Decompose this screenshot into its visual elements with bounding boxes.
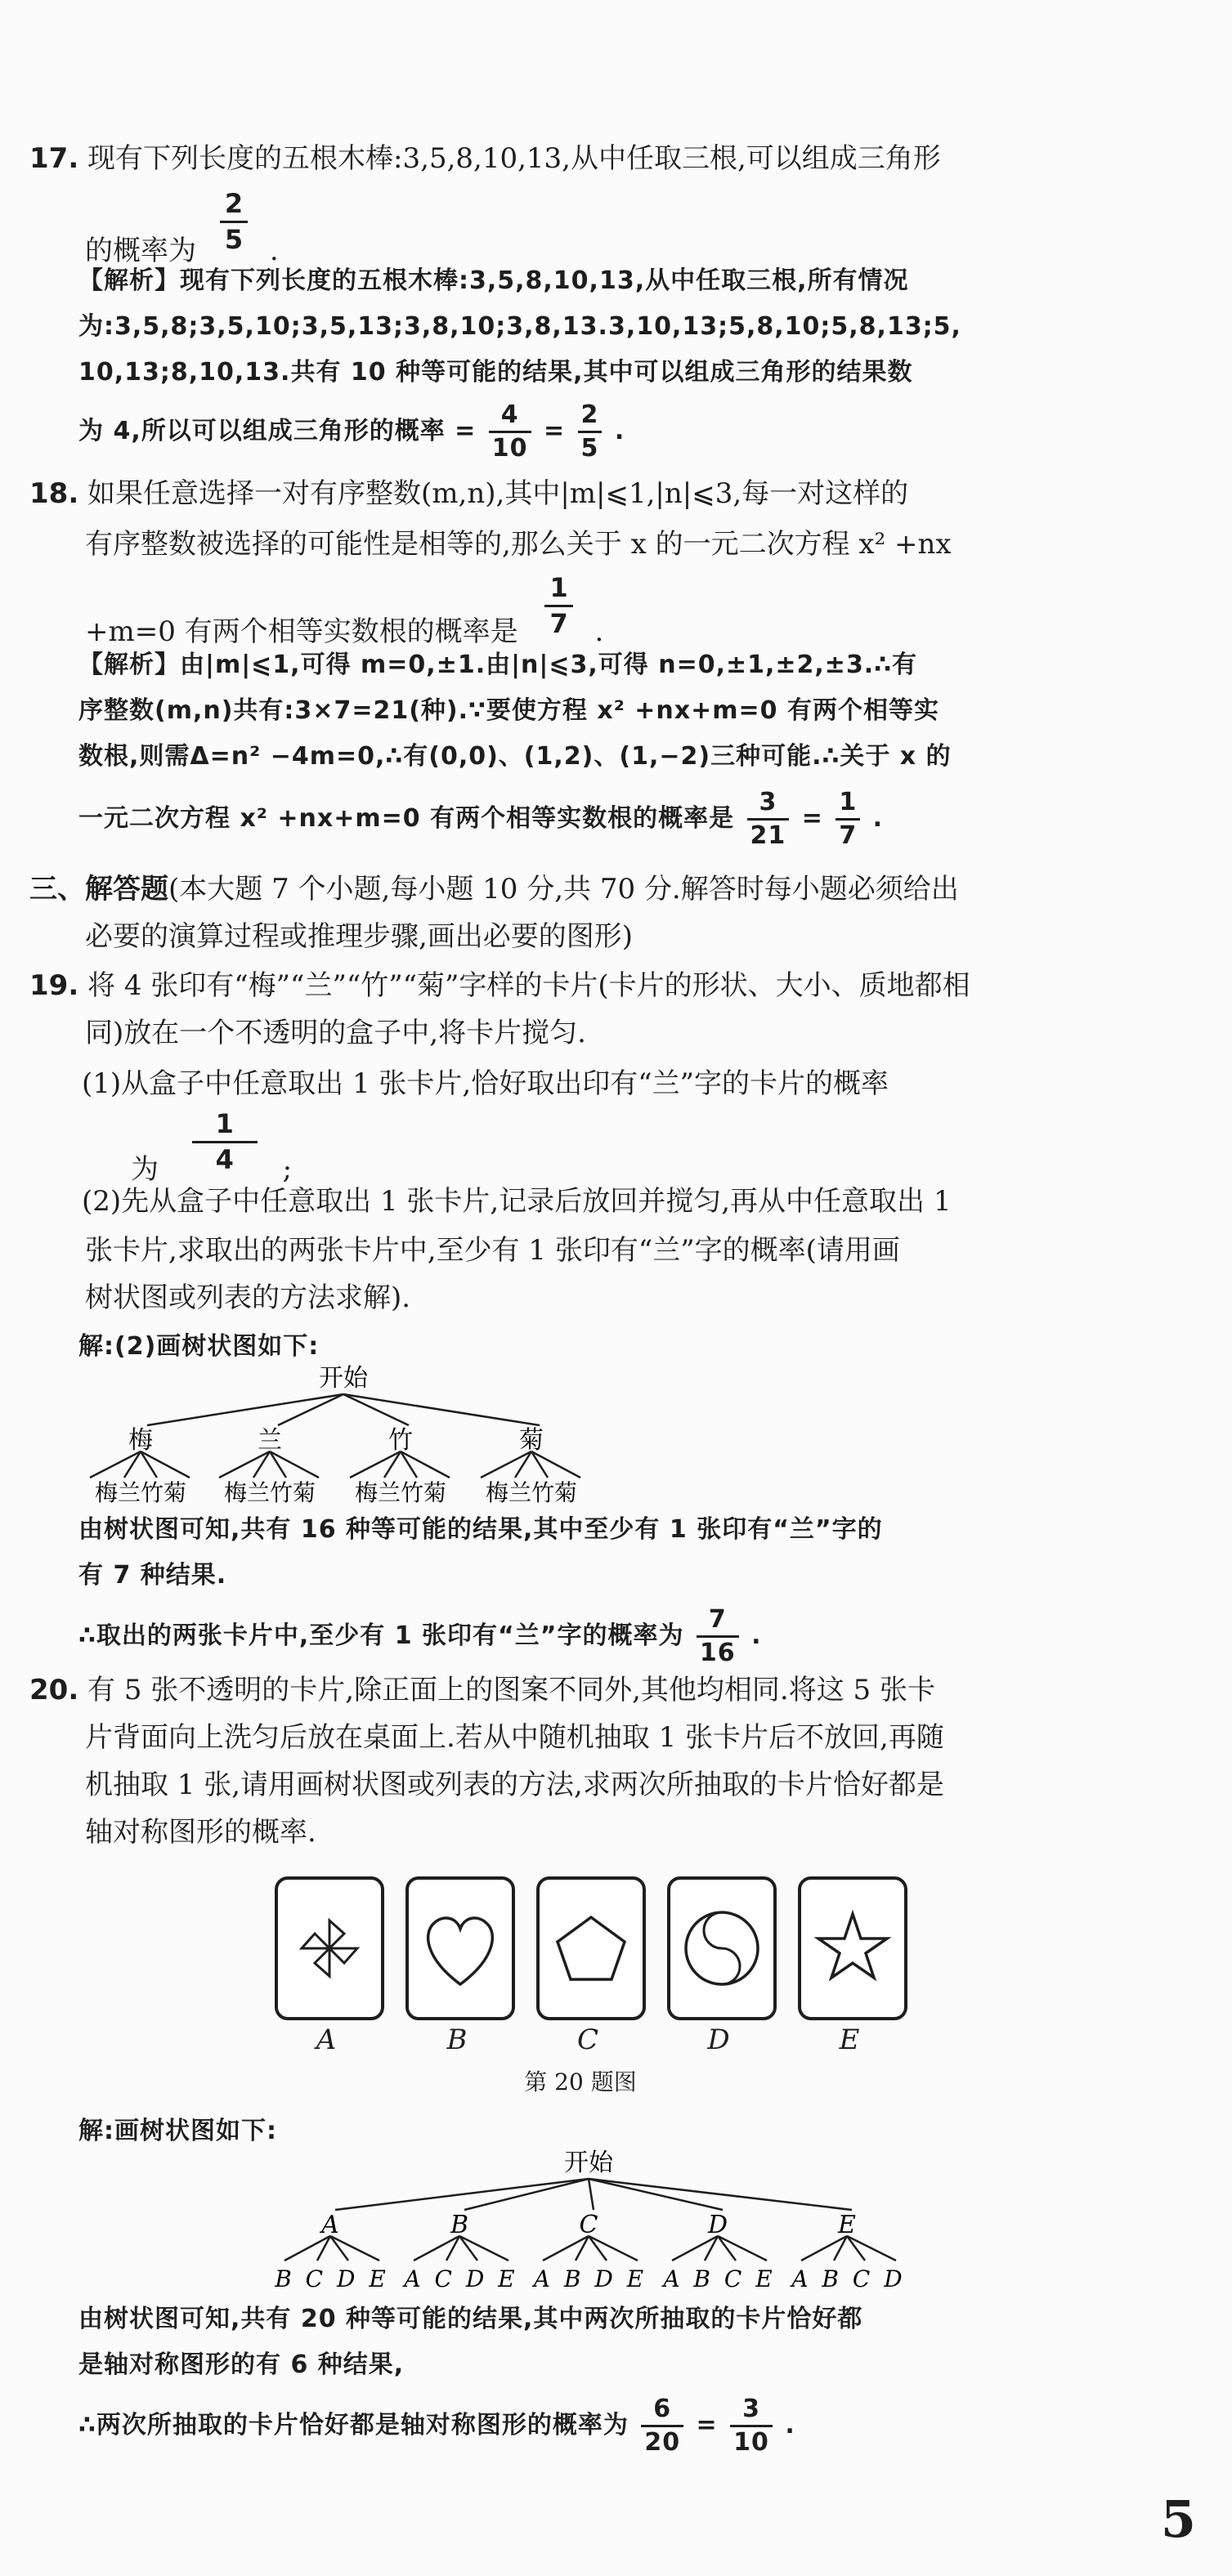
q19-part1-line2: 为 $\frac{1}{4}$ ;: [131, 1108, 293, 1187]
q19-tree-l1: 梅: [128, 1426, 153, 1455]
q18-solution-2: 序整数(m,n)共有:3×7=21(种).∵要使方程 x² +nx+m=0 有两个相等实: [78, 696, 939, 725]
q20-tree-l2: A C D E: [404, 2265, 518, 2292]
q19-line2: 同)放在一个不透明的盒子中,将卡片搅匀.: [85, 1017, 586, 1049]
q18-fraction-2: $\frac{1}{7}$: [836, 790, 860, 848]
q19-tree-l1: 菊: [519, 1426, 544, 1455]
q20-tree-l1: E: [838, 2211, 856, 2239]
q20-line2: 片背面向上洗匀后放在桌面上.若从中随机抽取 1 张卡片后不放回,再随: [85, 1721, 944, 1754]
q20-line3: 机抽取 1 张,请用画树状图或列表的方法,求两次所抽取的卡片恰好都是: [85, 1769, 944, 1801]
q19-line1: 19. 将 4 张印有“梅”“兰”“竹”“菊”字样的卡片(卡片的形状、大小、质地都相: [29, 969, 970, 1002]
card-c: [536, 1876, 646, 2020]
q20-solution-head: 解:画树状图如下:: [78, 2117, 277, 2145]
q18-fraction-1: $\frac{3}{21}$: [747, 790, 790, 848]
q19-tree-l2: 梅兰竹菊: [94, 1479, 187, 1504]
q20-tree-diagram: [245, 2141, 981, 2296]
q17-line2: 的概率为 $\frac{2}{5}$ .: [85, 188, 279, 268]
pinwheel-icon: [278, 1880, 381, 2017]
q18-line2: 有序整数被选择的可能性是相等的,那么关于 x 的一元二次方程 x² +nx: [85, 528, 952, 561]
q19-tree-l1: 兰: [258, 1426, 282, 1455]
q19-tree-l2: 梅兰竹菊: [485, 1479, 578, 1504]
q18-answer: $\frac{1}{7}$: [544, 574, 572, 638]
q19-answer: $\frac{1}{4}$: [192, 1110, 258, 1174]
q17-solution-1: 【解析】现有下列长度的五根木棒:3,5,8,10,13,从中任取三根,所有情况: [78, 266, 909, 295]
figure-caption: 第 20 题图: [524, 2068, 637, 2095]
q19-tree-root: 开始: [319, 1364, 368, 1393]
q19-tree-diagram: [65, 1357, 638, 1504]
q18-solution-4: 一元二次方程 x² +nx+m=0 有两个相等实数根的概率是 $\frac{3}{21}$ = $\frac{1}{7}$ .: [78, 788, 884, 850]
section3-title: 三、解答题: [29, 873, 168, 906]
q20-tree-l1: B: [450, 2211, 469, 2239]
q19-solution-2: 有 7 种结果.: [78, 1561, 227, 1590]
card-d: [667, 1876, 777, 2020]
q19-tree-l2: 梅兰竹菊: [223, 1479, 316, 1504]
q19-solution-head: 解:(2)画树状图如下:: [78, 1332, 320, 1361]
q19-fraction: $\frac{7}{16}$: [697, 1608, 739, 1666]
q19-part1-line1: (1)从盒子中任意取出 1 张卡片,恰好取出印有“兰”字的卡片的概率: [82, 1067, 889, 1100]
q17-fraction-1: $\frac{4}{10}$: [489, 403, 531, 461]
q20-tree-l2: B C D E: [275, 2265, 389, 2292]
q20-fraction-2: $\frac{3}{10}$: [730, 2397, 773, 2455]
q18-number: 18.: [29, 477, 79, 510]
page-number: 5: [1160, 2489, 1196, 2549]
q18-line1: 18. 如果任意选择一对有序整数(m,n),其中|m|⩽1,|n|⩽3,每一对这样的: [29, 477, 909, 510]
card-label-a: A: [316, 2024, 337, 2056]
q17-solution-2: 为:3,5,8;3,5,10;3,5,13;3,8,10;3,8,13.3,10,13;5,8,10;5,8,13;5,: [78, 312, 961, 341]
q19-part2-line2: 张卡片,求取出的两张卡片中,至少有 1 张印有“兰”字的概率(请用画: [85, 1234, 900, 1267]
q20-line4: 轴对称图形的概率.: [85, 1816, 316, 1849]
card-a: [275, 1876, 384, 2020]
q19-part2-line3: 树状图或列表的方法求解).: [85, 1281, 411, 1314]
q20-fraction-1: $\frac{6}{20}$: [641, 2397, 683, 2455]
q17-number: 17.: [29, 142, 79, 175]
q17-solution-4: 为 4,所以可以组成三角形的概率 = $\frac{4}{10}$ = $\frac{2}{5}$ .: [78, 400, 625, 463]
q20-tree-l2: A B C E: [663, 2265, 776, 2292]
q19-number: 19.: [29, 969, 79, 1002]
pentagon-icon: [540, 1880, 643, 2017]
q20-line1: 20. 有 5 张不透明的卡片,除正面上的图案不同外,其他均相同.将这 5 张卡: [29, 1674, 935, 1706]
q17-answer: $\frac{2}{5}$: [220, 190, 248, 254]
q20-tree-root: 开始: [564, 2149, 613, 2177]
q18-solution-3: 数根,则需Δ=n² −4m=0,∴有(0,0)、(1,2)、(1,−2)三种可能.∴关于 x 的: [78, 742, 952, 771]
card-label-b: B: [446, 2024, 468, 2056]
q19-solution-3: ∴取出的两张卡片中,至少有 1 张印有“兰”字的概率为 $\frac{7}{16}$ .: [78, 1605, 762, 1667]
card-label-e: E: [839, 2024, 860, 2056]
q19-solution-1: 由树状图可知,共有 16 种等可能的结果,其中至少有 1 张印有“兰”字的: [78, 1515, 883, 1544]
card-label-c: C: [576, 2024, 598, 2056]
q20-tree-l2: A B D E: [533, 2265, 647, 2292]
card-e: [798, 1876, 907, 2020]
q20-solution-1: 由树状图可知,共有 20 种等可能的结果,其中两次所抽取的卡片恰好都: [78, 2305, 863, 2333]
q17-solution-3: 10,13;8,10,13.共有 10 种等可能的结果,其中可以组成三角形的结果数: [78, 358, 913, 387]
q18-solution-1: 【解析】由|m|⩽1,可得 m=0,±1.由|n|⩽3,可得 n=0,±1,±2,±3.∴有: [78, 651, 918, 679]
card-label-d: D: [707, 2024, 730, 2056]
q19-tree-l1: 竹: [388, 1426, 413, 1455]
q20-solution-3: ∴两次所抽取的卡片恰好都是轴对称图形的概率为 $\frac{6}{20}$ = $\frac{3}{10}$ .: [78, 2395, 795, 2457]
q20-tree-l1: D: [707, 2211, 728, 2239]
q20-solution-2: 是轴对称图形的有 6 种结果,: [78, 2350, 405, 2379]
yin-yang-icon: [670, 1880, 773, 2017]
q20-tree-l2: A B C D: [791, 2265, 906, 2292]
star-icon: [801, 1880, 904, 2017]
q20-tree-l1: A: [321, 2211, 339, 2239]
card-b: [405, 1876, 515, 2020]
q18-line3: +m=0 有两个相等实数根的概率是 $\frac{1}{7}$ .: [85, 572, 604, 649]
section3-line1: 三、解答题(本大题 7 个小题,每小题 10 分,共 70 分.解答时每小题必须给出: [29, 873, 959, 906]
q17-fraction-2: $\frac{2}{5}$: [578, 403, 603, 461]
q20-number: 20.: [29, 1674, 79, 1706]
q19-tree-l2: 梅兰竹菊: [354, 1479, 447, 1504]
heart-icon: [409, 1880, 512, 2017]
section3-line2: 必要的演算过程或推理步骤,画出必要的图形): [85, 920, 634, 953]
q17-line1: 17. 现有下列长度的五根木棒:3,5,8,10,13,从中任取三根,可以组成三角形: [29, 142, 941, 175]
q20-tree-l1: C: [579, 2211, 598, 2239]
q19-part2-line1: (2)先从盒子中任意取出 1 张卡片,记录后放回并搅匀,再从中任意取出 1: [82, 1185, 952, 1218]
